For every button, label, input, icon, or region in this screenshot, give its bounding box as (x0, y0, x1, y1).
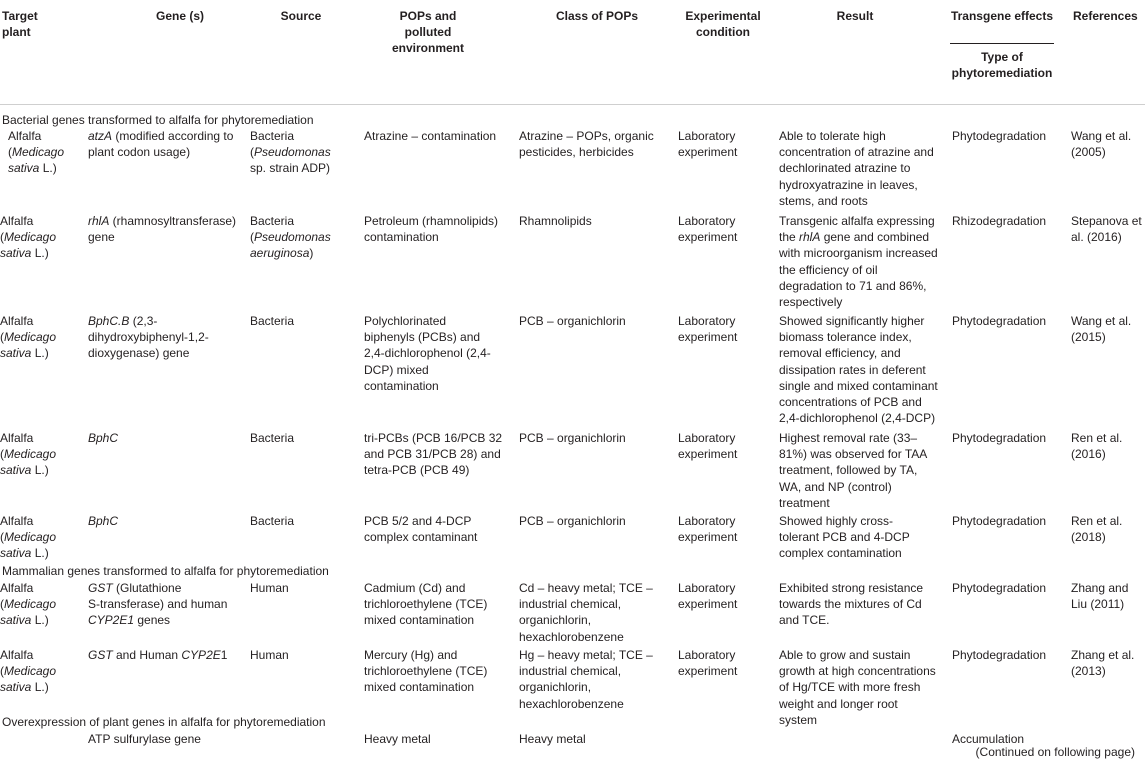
row-5-type: Phytodegradation (952, 581, 1047, 595)
row-1-ref: Stepanova et al. (2016) (1071, 214, 1142, 245)
row-2-class: PCB – organichlorin (519, 314, 626, 328)
header-condition: Experimental condition (685, 9, 761, 40)
row-3-condition: Laboratory experiment (678, 431, 738, 462)
row-7-type: Accumulation (952, 732, 1025, 746)
row-0-class: Atrazine – POPs, organic pesticides, herbicides (519, 129, 654, 160)
row-4-type: Phytodegradation (952, 514, 1047, 528)
header-source: Source (280, 9, 322, 23)
row-6-condition: Laboratory experiment (678, 648, 738, 679)
row-2-gene: BphC.B (2,3- dihydroxybiphenyl-1,2- dioxygenase) gene (88, 314, 209, 361)
row-3-source: Bacteria (250, 431, 295, 445)
row-2-result: Showed significantly higher biomass tolerance index, removal efficiency, and dissipation rates in deferent single and mixed contaminant concentrations of PCB and 2,4-dichlorophenol (2,4-DCP) (779, 314, 938, 426)
row-3-ref: Ren et al. (2016) (1071, 431, 1123, 462)
row-2-source: Bacteria (250, 314, 295, 328)
row-4-plant: Alfalfa (Medicago sativa L.) (0, 514, 57, 561)
row-0-plant: Alfalfa (Medicago sativa L.) (8, 129, 65, 176)
row-3-class: PCB – organichlorin (519, 431, 626, 445)
section-heading-mammalian: Mammalian genes transformed to alfalfa for phytoremediation (2, 564, 329, 578)
row-7-pops: Heavy metal (364, 732, 431, 746)
row-3-type: Phytodegradation (952, 431, 1047, 445)
row-1-class: Rhamnolipids (519, 214, 592, 228)
row-1-plant: Alfalfa (Medicago sativa L.) (0, 214, 57, 261)
row-2-type: Phytodegradation (952, 314, 1047, 328)
row-6-result: Able to grow and sustain growth at high concentrations of Hg/TCE with more fresh weight and longer root system (779, 648, 936, 727)
row-3-gene: BphC (88, 431, 119, 445)
row-5-ref: Zhang and Liu (2011) (1071, 581, 1129, 612)
row-6-class: Hg – heavy metal; TCE – industrial chemical, organichlorin, hexachlorobenzene (519, 648, 653, 711)
row-0-pops: Atrazine – contamination (364, 129, 497, 143)
row-5-source: Human (250, 581, 289, 595)
row-0-result: Able to tolerate high concentration of atrazine and dechlorinated atrazine to hydroxyatrazine in leaves, stems, and roots (779, 129, 934, 208)
row-5-class: Cd – heavy metal; TCE – industrial chemical, organichlorin, hexachlorobenzene (519, 581, 653, 644)
row-4-pops: PCB 5/2 and 4-DCP complex contaminant (364, 514, 478, 545)
row-1-source: Bacteria (Pseudomonas aeruginosa) (250, 214, 331, 261)
row-2-pops: Polychlorinated biphenyls (PCBs) and 2,4-dichlorophenol (2,4-DCP) mixed contamination (364, 314, 491, 393)
section-heading-plant: Overexpression of plant genes in alfalfa for phytoremediation (2, 715, 326, 729)
header-transgene-effects: Transgene effects (950, 9, 1054, 23)
header-pops: POPs and polluted environment (391, 9, 464, 56)
row-6-ref: Zhang et al. (2013) (1071, 648, 1135, 679)
row-5-plant: Alfalfa (Medicago sativa L.) (0, 581, 57, 628)
row-6-type: Phytodegradation (952, 648, 1047, 662)
row-2-condition: Laboratory experiment (678, 314, 738, 345)
row-5-result: Exhibited strong resistance towards the mixtures of Cd and TCE. (779, 581, 924, 628)
row-0-ref: Wang et al. (2005) (1071, 129, 1132, 160)
header-references: References (1073, 9, 1138, 23)
row-6-gene: GST and Human CYP2E1 (88, 648, 228, 662)
row-4-class: PCB – organichlorin (519, 514, 626, 528)
row-5-condition: Laboratory experiment (678, 581, 738, 612)
header-subrule (950, 43, 1054, 44)
row-5-gene: GST (Glutathione S-transferase) and human CYP2E1 genes (88, 581, 228, 628)
header-target-plant: Target plant (2, 9, 38, 40)
row-6-source: Human (250, 648, 289, 662)
row-3-pops: tri-PCBs (PCB 16/PCB 32 and PCB 31/PCB 28) and tetra-PCB (PCB 49) (364, 431, 503, 478)
header-divider (0, 104, 1145, 105)
row-6-plant: Alfalfa (Medicago sativa L.) (0, 648, 57, 695)
continued-note: (Continued on following page) (975, 745, 1135, 759)
row-0-source: Bacteria (Pseudomonas sp. strain ADP) (250, 129, 331, 176)
row-0-type: Phytodegradation (952, 129, 1047, 143)
row-4-result: Showed highly cross-tolerant PCB and 4-DCP complex contamination (779, 514, 910, 561)
header-type: Type of phytoremediation (951, 50, 1053, 81)
row-1-condition: Laboratory experiment (678, 214, 738, 245)
row-7-class: Heavy metal (519, 732, 586, 746)
row-4-source: Bacteria (250, 514, 295, 528)
row-1-gene: rhlA (rhamnosyltransferase) gene (88, 214, 237, 245)
header-genes: Gene (s) (155, 9, 204, 23)
row-3-plant: Alfalfa (Medicago sativa L.) (0, 431, 57, 478)
section-heading-bacterial: Bacterial genes transformed to alfalfa for phytoremediation (2, 113, 314, 127)
header-result: Result (836, 9, 874, 23)
row-0-gene: atzA (modified according to plant codon usage) (88, 129, 234, 160)
row-1-pops: Petroleum (rhamnolipids) contamination (364, 214, 499, 245)
row-2-plant: Alfalfa (Medicago sativa L.) (0, 314, 57, 361)
row-1-type: Rhizodegradation (952, 214, 1047, 228)
row-1-result: Transgenic alfalfa expressing the rhlA gene and combined with microorganism increased the efficiency of oil degradation to 71 and 86%, respectively (779, 214, 938, 310)
row-4-gene: BphC (88, 514, 119, 528)
row-0-condition: Laboratory experiment (678, 129, 738, 160)
row-6-pops: Mercury (Hg) and trichloroethylene (TCE) mixed contamination (364, 648, 488, 695)
row-4-ref: Ren et al. (2018) (1071, 514, 1123, 545)
row-4-condition: Laboratory experiment (678, 514, 738, 545)
header-class: Class of POPs (555, 9, 639, 23)
row-3-result: Highest removal rate (33–81%) was observed for TAA treatment, followed by TA, WA, and NP (control) treatment (779, 431, 927, 510)
row-2-ref: Wang et al. (2015) (1071, 314, 1132, 345)
row-5-pops: Cadmium (Cd) and trichloroethylene (TCE) mixed contamination (364, 581, 488, 628)
row-7-gene: ATP sulfurylase gene (88, 732, 201, 746)
